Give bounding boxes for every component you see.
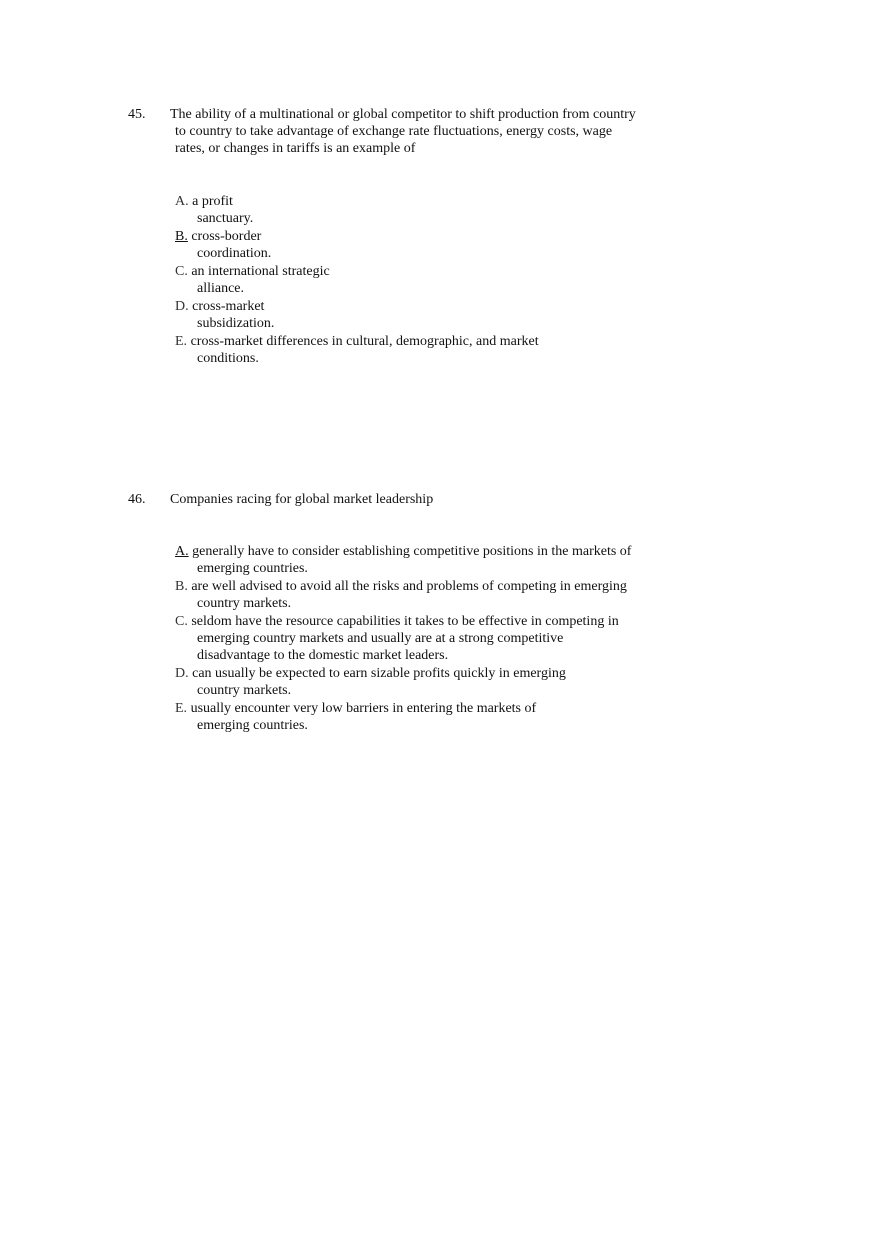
option-text: country markets. [197, 596, 292, 611]
option-text: coordination. [197, 246, 272, 261]
option-text: conditions. [197, 351, 259, 366]
question-45 [128, 106, 668, 366]
option-e [175, 333, 595, 367]
option-text: cross-market differences in cultural, demographic, and market [190, 334, 539, 349]
option-a [175, 543, 675, 577]
option-text: country markets. [197, 683, 292, 698]
option-text: cross-border [191, 229, 262, 244]
option-letter: C. [175, 264, 188, 279]
stem-line: to country to take advantage of exchange rate fluctuations, energy costs, wage [175, 124, 613, 139]
option-text: can usually be expected to earn sizable profits quickly in emerging [192, 666, 566, 681]
option-text: emerging country markets and usually are at a strong competitive [197, 631, 564, 646]
option-letter: C. [175, 614, 188, 629]
question-stem [170, 491, 650, 508]
option-b [175, 578, 675, 612]
option-d [175, 665, 675, 699]
option-text: alliance. [197, 281, 245, 296]
option-a [175, 193, 295, 227]
option-letter: E. [175, 701, 188, 716]
option-text: generally have to consider establishing competitive positions in the markets of [192, 544, 632, 559]
option-b [175, 228, 305, 262]
question-stem [170, 106, 650, 157]
answer-options [175, 193, 595, 368]
option-letter: B. [175, 579, 188, 594]
option-e [175, 700, 675, 734]
option-text: emerging countries. [197, 718, 308, 733]
option-text: seldom have the resource capabilities it takes to be effective in competing in [191, 614, 619, 629]
option-c [175, 263, 375, 297]
option-text: cross-market [192, 299, 265, 314]
stem-line: Companies racing for global market leadership [170, 492, 434, 507]
option-letter: D. [175, 299, 189, 314]
option-text: sanctuary. [197, 211, 254, 226]
question-number: 45. [128, 107, 146, 122]
option-text: usually encounter very low barriers in entering the markets of [190, 701, 537, 716]
option-text: a profit [192, 194, 233, 209]
question-46 [128, 491, 668, 733]
option-letter: E. [175, 334, 188, 349]
stem-line: rates, or changes in tariffs is an example of [175, 141, 416, 156]
option-letter: D. [175, 666, 189, 681]
answer-options [175, 543, 675, 735]
option-text: an international strategic [191, 264, 330, 279]
option-letter-correct: A. [175, 544, 189, 559]
option-letter: A. [175, 194, 189, 209]
option-letter-correct: B. [175, 229, 188, 244]
stem-line: The ability of a multinational or global competitor to shift production from country [170, 107, 636, 122]
option-text: emerging countries. [197, 561, 308, 576]
option-text: disadvantage to the domestic market leaders. [197, 648, 449, 663]
option-text: are well advised to avoid all the risks and problems of competing in emerging [191, 579, 627, 594]
option-c [175, 613, 675, 664]
option-text: subsidization. [197, 316, 275, 331]
option-d [175, 298, 305, 332]
question-number: 46. [128, 492, 146, 507]
